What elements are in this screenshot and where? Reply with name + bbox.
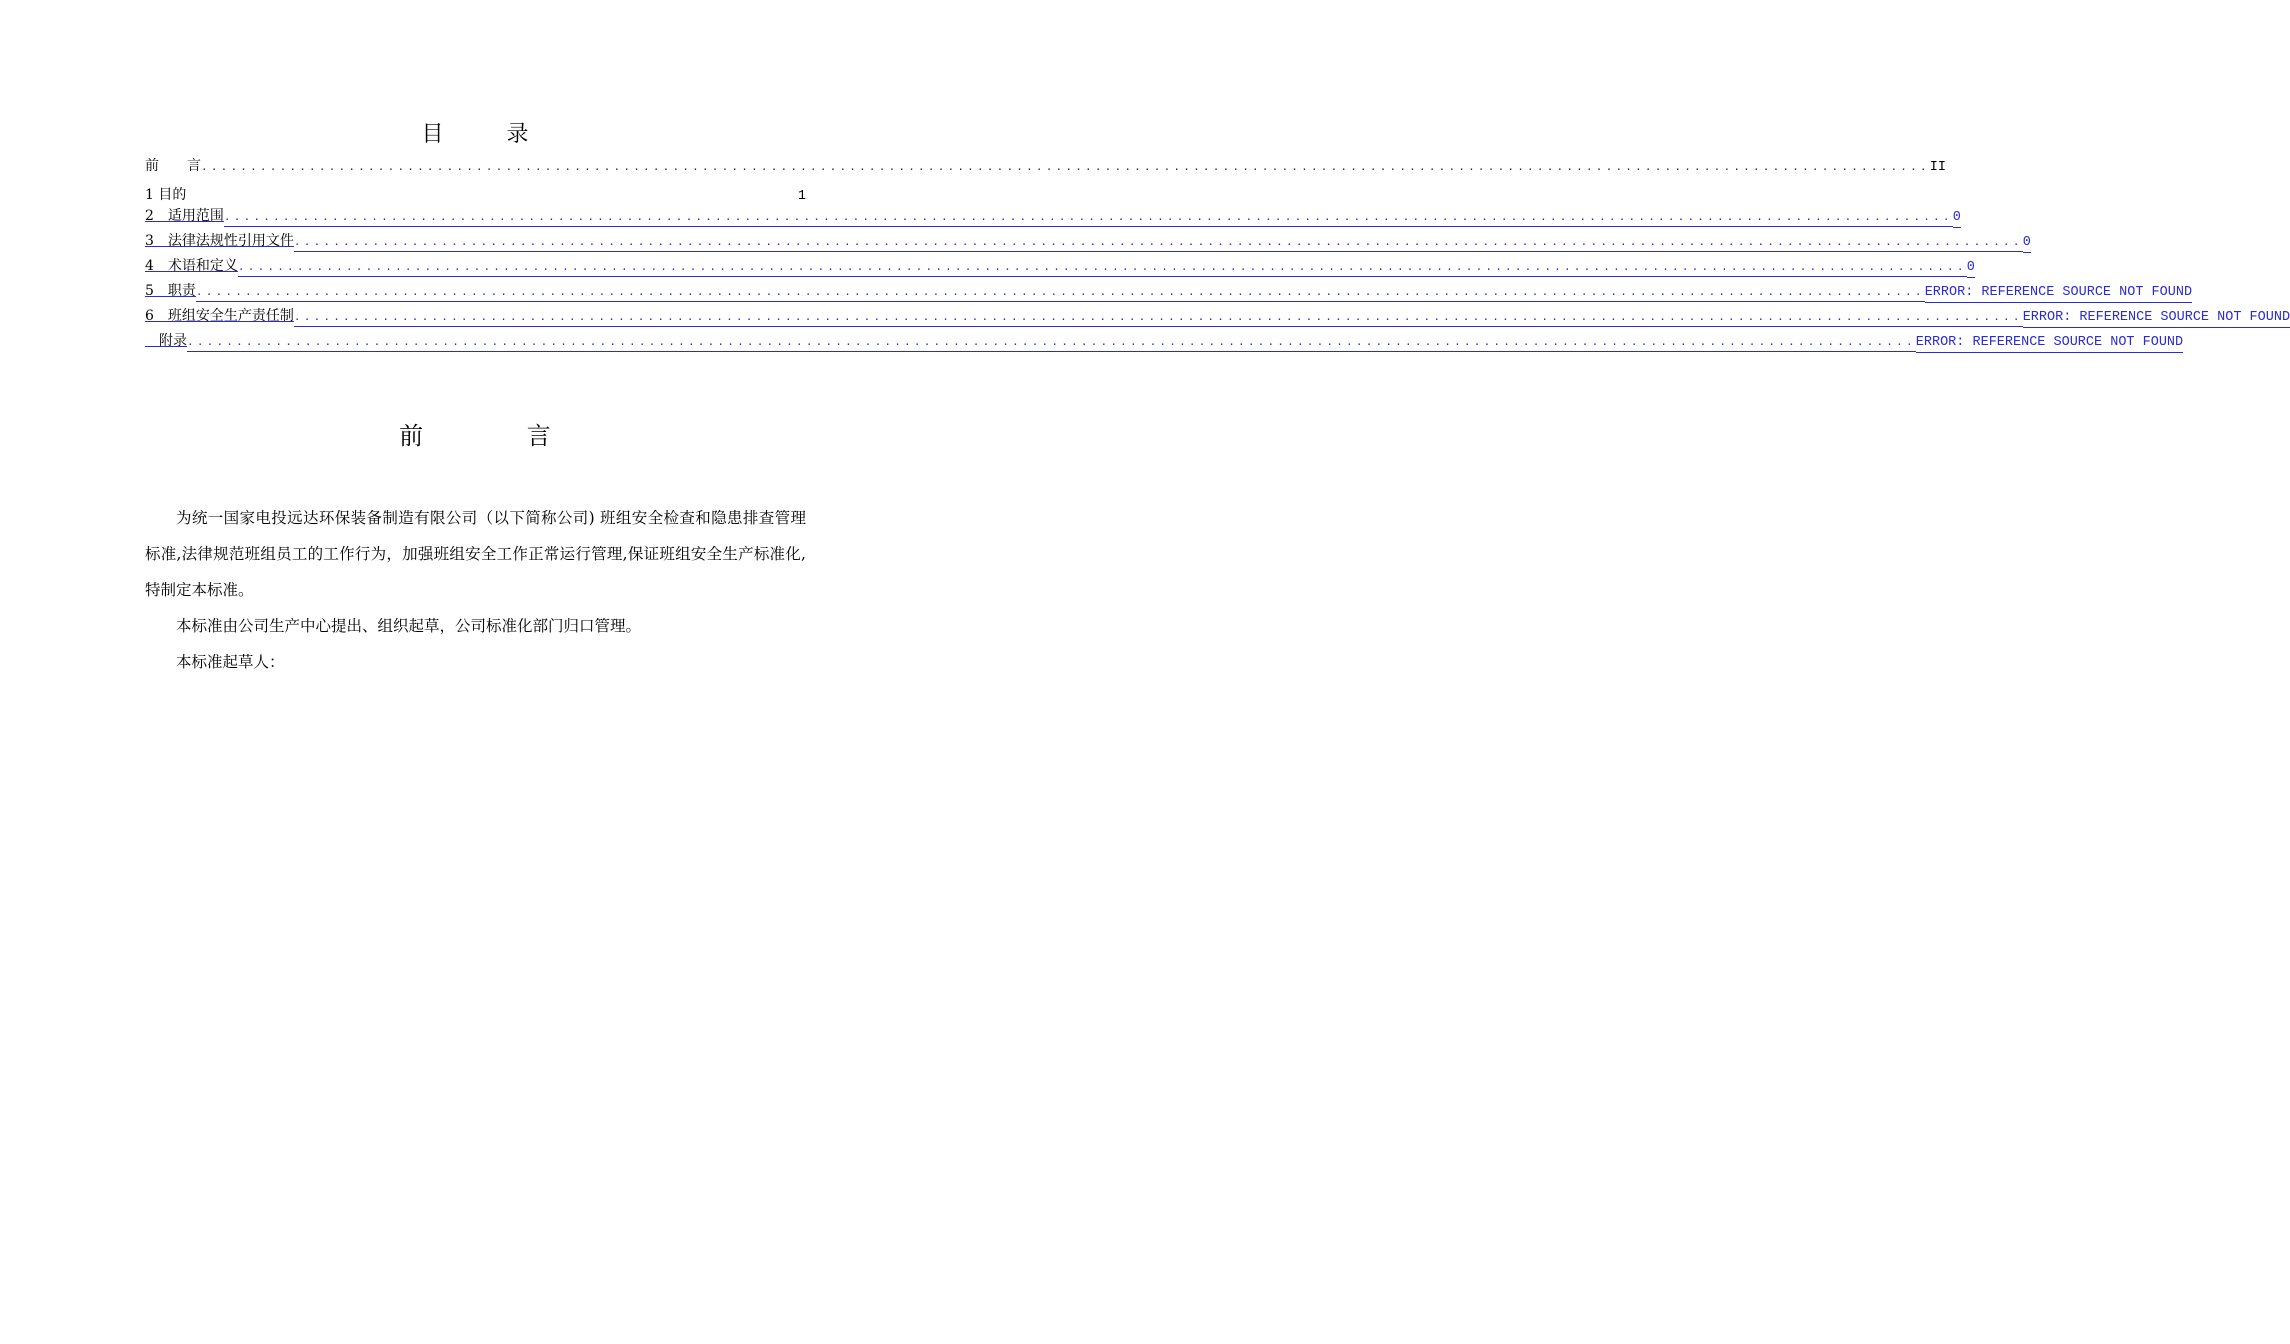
toc-entry-terms[interactable] [145,255,1975,277]
toc-entry-label: 5 职责 [145,283,196,299]
toc-entry-label: 附录 [145,333,187,349]
preface-body [145,500,806,680]
toc-entry-preface[interactable] [145,155,1946,177]
toc-entry-duties[interactable] [145,280,2193,302]
preface-paragraph: 为统一国家电投远达环保装备制造有限公司（以下简称公司) 班组安全检查和隐患排查管理标准,法律规范班组员工的工作行为，加强班组安全工作正常运行管理,保证班组安全生产标准化,特制定本标准。 [145,509,806,599]
toc-leader: ................................................................................................................................................................................ [201,160,1930,173]
toc-page-number: ERROR: REFERENCE SOURCE NOT FOUND [2023,309,2290,328]
toc-title: 目 录 [421,122,557,147]
preface-paragraph: 本标准起草人： [176,653,285,671]
toc-entry-label: 1 目的 [145,187,187,203]
toc-page-number: 0 [1953,209,1961,228]
toc-page-number: 0 [1967,259,1975,278]
toc-page-number: II [1929,160,1946,175]
toc-page-number: ERROR: REFERENCE SOURCE NOT FOUND [1925,284,2192,303]
toc-leader: ................................................................................................................................................................................ [294,308,2023,327]
toc-entry-label: 2 适用范围 [145,208,224,224]
toc-entry-label: 前 言 [145,158,201,174]
toc-entry-references[interactable] [145,230,2031,252]
preface-title: 前 言 [399,422,599,450]
toc-entry-label: 6 班组安全生产责任制 [145,308,294,324]
toc-page-number: 0 [2023,234,2031,253]
toc-entry-label: 4 术语和定义 [145,258,238,274]
toc-leader: ................................................................................................................................................................................ [294,233,2023,252]
toc-leader: ................................................................................................................................................................................ [187,333,1916,352]
toc-entry-appendix[interactable] [145,330,2184,352]
toc-entry-label: 3 法律法规性引用文件 [145,233,294,249]
toc-leader: ................................................................................................................................................................................ [196,283,1925,302]
toc-entry-purpose[interactable] [145,184,806,206]
preface-paragraph: 本标准由公司生产中心提出、组织起草，公司标准化部门归口管理。 [176,617,642,635]
toc-leader: ................................................................................................................................................................................ [238,258,1967,277]
toc-leader: ................................................................................................................................................................................ [224,208,1953,227]
toc-entry-scope[interactable] [145,205,1961,227]
toc-page-number: 1 [797,189,806,204]
toc-entry-responsibility[interactable] [145,305,2290,327]
toc-page-number: ERROR: REFERENCE SOURCE NOT FOUND [1916,334,2183,353]
